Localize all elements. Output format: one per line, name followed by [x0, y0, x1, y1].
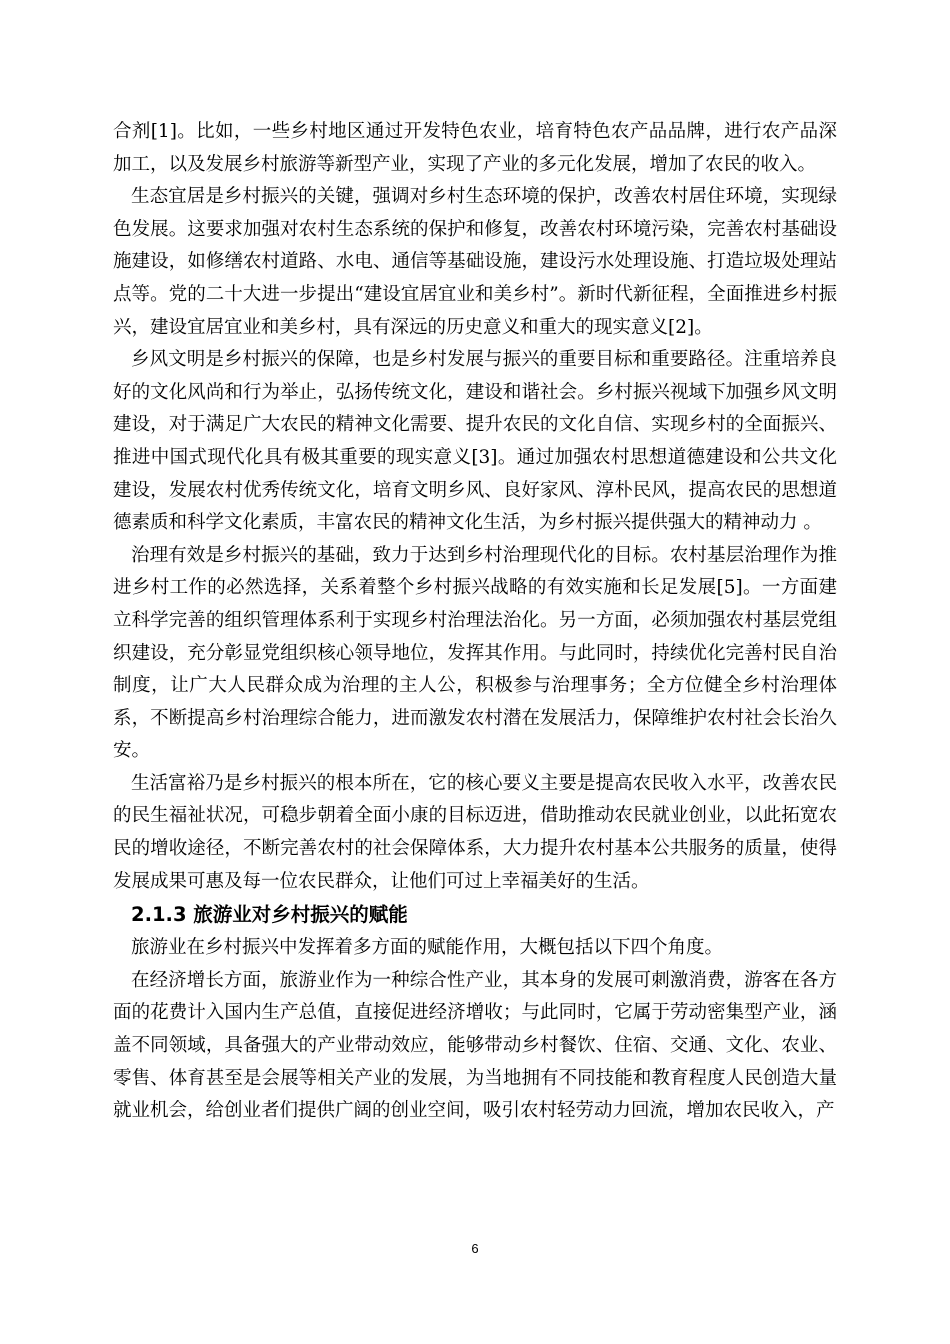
paragraph-economic-growth: 在经济增长方面，旅游业作为一种综合性产业，其本身的发展可刺激消费，游客在各方面的花费计入国内生产总值，直接促进经济增收；与此同时，它属于劳动密集型产业，涵盖不同领域，具备强大的产业带动效应，能够带动乡村餐饮、住宿、交通、文化、农业、零售、体育甚至是会展等相关产业的发展，为当地拥有不同技能和教育程度人民创造大量就业机会，给创业者们提供广阔的创业空间，吸引农村轻劳动力回流，增加农民收入，产: [113, 969, 837, 1122]
paragraph-continuation: 合剂[1]。比如，一些乡村地区通过开发特色农业，培育特色农产品品牌，进行农产品深加工，以及发展乡村旅游等新型产业，实现了产业的多元化发展，增加了农民的收入。: [113, 121, 837, 175]
paragraph-rural-civility: 乡风文明是乡村振兴的保障，也是乡村发展与振兴的重要目标和重要路径。注重培养良好的文化风尚和行为举止，弘扬传统文化，建设和谐社会。乡村振兴视域下加强乡风文明建设，对于满足广大农民的精神文化需要、提升农民的文化自信、实现乡村的全面振兴、推进中国式现代化具有极其重要的现实意义[3]。通过加强农村思想道德建设和公共文化建设，发展农村优秀传统文化，培育文明乡风、良好家风、淳朴民风，提高农民的思想道德素质和科学文化素质，丰富农民的精神文化生活，为乡村振兴提供强大的精神动力 。: [113, 349, 837, 534]
paragraph-effective-governance: 治理有效是乡村振兴的基础，致力于达到乡村治理现代化的目标。农村基层治理作为推进乡村工作的必然选择，关系着整个乡村振兴战略的有效实施和长足发展[5]。一方面建立科学完善的组织管理体系利于实现乡村治理法治化。另一方面，必须加强农村基层党组织建设，充分彰显党组织核心领导地位，发挥其作用。与此同时，持续优化完善村民自治制度，让广大人民群众成为治理的主人公，积极参与治理事务；全方位健全乡村治理体系，不断提高乡村治理综合能力，进而激发农村潜在发展活力，保障维护农村社会长治久安。: [113, 544, 837, 762]
paragraph-ecological-livability: 生态宜居是乡村振兴的关键，强调对乡村生态环境的保护，改善农村居住环境，实现绿色发展。这要求加强对农村生态系统的保护和修复，改善农村环境污染，完善农村基础设施建设，如修缮农村道路、水电、通信等基础设施，建设污水处理设施、打造垃圾处理站点等。党的二十大进一步提出“建设宜居宜业和美乡村”。新时代新征程，全面推进乡村振兴，建设宜居宜业和美乡村，具有深远的历史意义和重大的现实意义[2]。: [113, 186, 837, 338]
section-heading: 2.1.3 旅游业对乡村振兴的赋能: [131, 903, 408, 927]
page-body: [113, 116, 837, 1128]
paragraph-section-intro: 旅游业在乡村振兴中发挥着多方面的赋能作用，大概包括以下四个角度。: [131, 937, 724, 959]
paragraph-prosperous-life: 生活富裕乃是乡村振兴的根本所在，它的核心要义主要是提高农民收入水平，改善农民的民生福祉状况，可稳步朝着全面小康的目标迈进，借助推动农民就业创业，以此拓宽农民的增收途径，不断完善农村的社会保障体系，大力提升农村基本公共服务的质量，使得发展成果可惠及每一位农民群众，让他们可过上幸福美好的生活。: [113, 772, 837, 892]
page-number: 6: [471, 1241, 479, 1256]
